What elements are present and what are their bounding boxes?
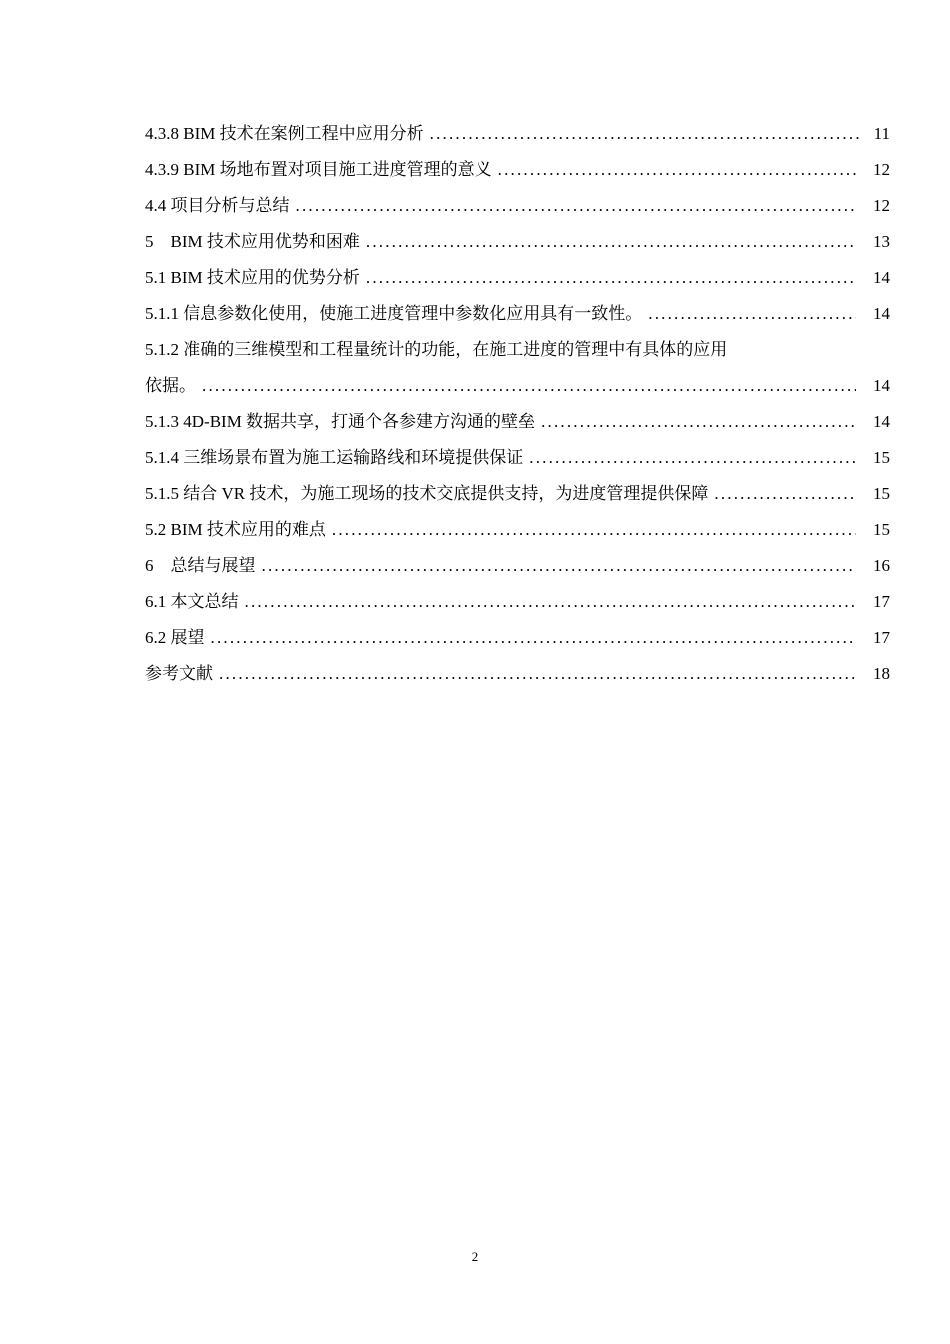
toc-entry[interactable]	[145, 116, 890, 152]
toc-leader-dots	[498, 152, 856, 188]
toc-entry-page: 13	[873, 232, 890, 251]
toc-entry[interactable]	[145, 260, 890, 296]
toc-entry[interactable]	[145, 296, 890, 332]
table-of-contents	[145, 116, 890, 692]
toc-entry-page: 11	[873, 124, 890, 143]
toc-leader-dots	[245, 584, 857, 620]
toc-entry-page: 14	[873, 412, 890, 431]
toc-entry-title: 5.1.5 结合 VR 技术，为施工现场的技术交底提供支持，为进度管理提供保障	[145, 484, 709, 503]
toc-entry-title: 4.3.8 BIM 技术在案例工程中应用分析	[145, 124, 424, 143]
toc-entry-page: 17	[873, 592, 890, 611]
toc-entry[interactable]	[145, 584, 890, 620]
toc-entry[interactable]	[145, 512, 890, 548]
toc-leader-dots	[366, 224, 856, 260]
toc-entry-title: 6.1 本文总结	[145, 592, 239, 611]
toc-leader-dots	[219, 656, 856, 692]
toc-leader-dots	[714, 476, 856, 512]
toc-entry-page: 15	[873, 520, 890, 539]
page-number: 2	[471, 1249, 479, 1264]
toc-entry[interactable]	[145, 548, 890, 584]
toc-leader-dots	[541, 404, 856, 440]
toc-entry-page: 15	[873, 484, 890, 503]
toc-entry-page: 18	[873, 664, 890, 683]
toc-entry-title: 5.1.4 三维场景布置为施工运输路线和环境提供保证	[145, 448, 524, 467]
toc-leader-dots	[211, 620, 857, 656]
toc-leader-dots	[262, 548, 857, 584]
toc-entry-title: 参考文献	[145, 664, 213, 683]
toc-leader-dots	[648, 296, 856, 332]
toc-entry-page: 16	[873, 556, 890, 575]
toc-entry-page: 15	[873, 448, 890, 467]
toc-entry-title: 5.1.1 信息参数化使用，使施工进度管理中参数化应用具有一致性。	[145, 304, 643, 323]
toc-entry-title: 5 BIM 技术应用优势和困难	[145, 232, 360, 251]
toc-entry-continuation	[145, 368, 890, 404]
toc-entry-title: 5.1 BIM 技术应用的优势分析	[145, 268, 360, 287]
toc-leader-dots	[202, 368, 856, 404]
toc-entry-title: 5.1.3 4D-BIM 数据共享，打通个各参建方沟通的壁垒	[145, 412, 536, 431]
toc-leader-dots	[296, 188, 857, 224]
toc-entry-page: 14	[873, 268, 890, 287]
toc-entry[interactable]	[145, 476, 890, 512]
toc-leader-dots	[366, 260, 856, 296]
toc-entry-title: 4.3.9 BIM 场地布置对项目施工进度管理的意义	[145, 160, 492, 179]
toc-entry-title: 6 总结与展望	[145, 556, 256, 575]
toc-leader-dots	[430, 116, 862, 152]
toc-leader-dots	[529, 440, 856, 476]
toc-entry-page: 14	[873, 304, 890, 323]
toc-entry[interactable]	[145, 620, 890, 656]
toc-entry-multiline[interactable]	[145, 332, 890, 404]
toc-entry-title: 6.2 展望	[145, 628, 205, 647]
toc-entry-page: 17	[873, 628, 890, 647]
toc-entry-title-line2: 依据。	[145, 376, 196, 395]
toc-entry-page: 12	[873, 160, 890, 179]
toc-entry-page: 12	[873, 196, 890, 215]
toc-entry[interactable]	[145, 656, 890, 692]
toc-entry[interactable]	[145, 188, 890, 224]
toc-leader-dots	[332, 512, 856, 548]
toc-entry[interactable]	[145, 440, 890, 476]
toc-entry-page: 14	[873, 376, 890, 395]
toc-entry-title-line1: 5.1.2 准确的三维模型和工程量统计的功能，在施工进度的管理中有具体的应用	[145, 340, 728, 359]
toc-entry-title: 5.2 BIM 技术应用的难点	[145, 520, 326, 539]
toc-entry[interactable]	[145, 404, 890, 440]
toc-entry-title: 4.4 项目分析与总结	[145, 196, 290, 215]
toc-entry[interactable]	[145, 224, 890, 260]
toc-entry[interactable]	[145, 152, 890, 188]
